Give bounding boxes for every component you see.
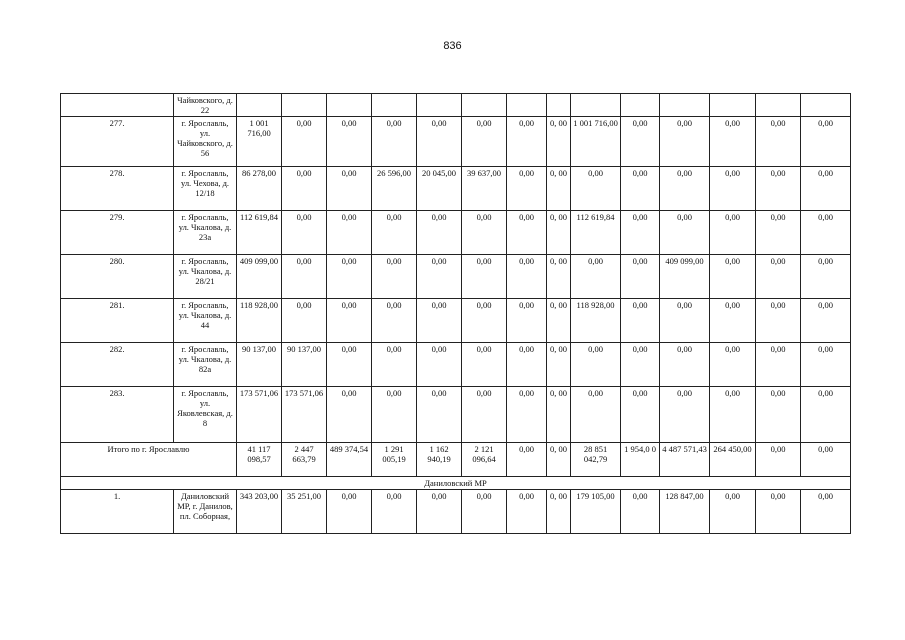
amount-cell: 0,00: [372, 490, 417, 534]
row-number: 277.: [61, 117, 174, 167]
table-cell: [282, 94, 327, 117]
amount-cell: 0,00: [621, 167, 660, 211]
amount-cell: 26 596,00: [372, 167, 417, 211]
amount-cell: 0, 00: [547, 117, 571, 167]
amount-cell: 173 571,06: [237, 387, 282, 443]
total-amount-cell: 489 374,54: [327, 443, 372, 477]
amount-cell: 0, 00: [547, 490, 571, 534]
amount-cell: 0,00: [710, 167, 756, 211]
amount-cell: 0,00: [801, 211, 851, 255]
amount-cell: 0,00: [372, 211, 417, 255]
amount-cell: 0,00: [417, 387, 462, 443]
amount-cell: 0,00: [621, 255, 660, 299]
row-number: 279.: [61, 211, 174, 255]
table-cell: [237, 94, 282, 117]
row-number: 282.: [61, 343, 174, 387]
amount-cell: 0,00: [462, 211, 507, 255]
amount-cell: 0,00: [417, 299, 462, 343]
amount-cell: 0,00: [282, 211, 327, 255]
amount-cell: 0,00: [282, 167, 327, 211]
amount-cell: 0,00: [801, 343, 851, 387]
amount-cell: 0,00: [621, 490, 660, 534]
amount-cell: 0,00: [372, 299, 417, 343]
amount-cell: 0,00: [327, 387, 372, 443]
amount-cell: 20 045,00: [417, 167, 462, 211]
amount-cell: 0,00: [372, 387, 417, 443]
total-label: Итого по г. Ярославлю: [61, 443, 237, 477]
amount-cell: 0,00: [372, 117, 417, 167]
section-row: [61, 477, 851, 490]
amount-cell: 118 928,00: [237, 299, 282, 343]
amount-cell: 0,00: [327, 117, 372, 167]
amount-cell: 0,00: [660, 167, 710, 211]
table-cell: [327, 94, 372, 117]
table-row: [61, 117, 851, 167]
amount-cell: 0,00: [282, 117, 327, 167]
amount-cell: 0,00: [507, 255, 547, 299]
amount-cell: 0,00: [710, 343, 756, 387]
amount-cell: 0,00: [621, 343, 660, 387]
amount-cell: 0,00: [710, 211, 756, 255]
amount-cell: 0,00: [621, 211, 660, 255]
amount-cell: 0,00: [756, 343, 801, 387]
amount-cell: 0,00: [710, 299, 756, 343]
total-amount-cell: 264 450,00: [710, 443, 756, 477]
amount-cell: 0,00: [462, 117, 507, 167]
amount-cell: 0,00: [801, 299, 851, 343]
total-amount-cell: 0,00: [507, 443, 547, 477]
amount-cell: 0,00: [327, 343, 372, 387]
amount-cell: 0,00: [710, 255, 756, 299]
row-number: 278.: [61, 167, 174, 211]
amount-cell: 0,00: [462, 299, 507, 343]
amount-cell: 39 637,00: [462, 167, 507, 211]
table-cell: [547, 94, 571, 117]
table-cell: [801, 94, 851, 117]
table-row: [61, 94, 851, 117]
amount-cell: 0,00: [801, 117, 851, 167]
amount-cell: 0,00: [660, 343, 710, 387]
amount-cell: 0,00: [417, 343, 462, 387]
amount-cell: 0,00: [327, 167, 372, 211]
total-amount-cell: 41 117 098,57: [237, 443, 282, 477]
amount-cell: 35 251,00: [282, 490, 327, 534]
amount-cell: 0,00: [417, 490, 462, 534]
amount-cell: 0,00: [710, 490, 756, 534]
amount-cell: 0,00: [710, 387, 756, 443]
amount-cell: 0,00: [327, 490, 372, 534]
amount-cell: 0,00: [507, 387, 547, 443]
amount-cell: 0,00: [372, 255, 417, 299]
section-title: Даниловский МР: [61, 477, 851, 490]
table-cell: [507, 94, 547, 117]
address-cell: г. Ярославль, ул. Яковлевская, д. 8: [174, 387, 237, 443]
amount-cell: 0,00: [756, 167, 801, 211]
table-cell: [417, 94, 462, 117]
amount-cell: 0,00: [462, 255, 507, 299]
amount-cell: 0,00: [327, 255, 372, 299]
amount-cell: 0,00: [372, 343, 417, 387]
amount-cell: 0,00: [507, 167, 547, 211]
amount-cell: 86 278,00: [237, 167, 282, 211]
amount-cell: 0, 00: [547, 211, 571, 255]
amount-cell: 0,00: [507, 211, 547, 255]
address-cell: г. Ярославль, ул. Чехова, д. 12/18: [174, 167, 237, 211]
address-cell: г. Ярославль, ул. Чайковского, д. 56: [174, 117, 237, 167]
amount-cell: 0,00: [756, 117, 801, 167]
amount-cell: 0, 00: [547, 255, 571, 299]
total-amount-cell: 28 851 042,79: [571, 443, 621, 477]
amount-cell: 128 847,00: [660, 490, 710, 534]
table-cell: [710, 94, 756, 117]
amount-cell: 0,00: [756, 211, 801, 255]
amount-cell: 90 137,00: [237, 343, 282, 387]
amount-cell: 409 099,00: [660, 255, 710, 299]
table-cell: [660, 94, 710, 117]
amount-cell: 0,00: [756, 490, 801, 534]
address-cell: г. Ярославль, ул. Чкалова, д. 44: [174, 299, 237, 343]
amount-cell: 0,00: [801, 255, 851, 299]
amount-cell: 0,00: [621, 299, 660, 343]
amount-cell: 0,00: [756, 299, 801, 343]
amount-cell: 118 928,00: [571, 299, 621, 343]
total-amount-cell: 1 162 940,19: [417, 443, 462, 477]
amount-cell: 0,00: [801, 387, 851, 443]
page-number: 836: [443, 40, 462, 52]
total-amount-cell: 0,00: [756, 443, 801, 477]
amount-cell: 0,00: [507, 490, 547, 534]
table-cell: [61, 94, 174, 117]
amount-cell: 0,00: [621, 117, 660, 167]
amount-cell: 0,00: [507, 117, 547, 167]
table-cell: [462, 94, 507, 117]
amount-cell: 0,00: [507, 299, 547, 343]
amount-cell: 0,00: [660, 299, 710, 343]
total-amount-cell: 0,00: [801, 443, 851, 477]
address-cell: г. Ярославль, ул. Чкалова, д. 23а: [174, 211, 237, 255]
table-row: [61, 211, 851, 255]
amount-cell: 0,00: [417, 117, 462, 167]
amount-cell: 0,00: [756, 255, 801, 299]
total-amount-cell: 2 121 096,64: [462, 443, 507, 477]
total-amount-cell: 0, 00: [547, 443, 571, 477]
table-cell: [621, 94, 660, 117]
amount-cell: 0,00: [507, 343, 547, 387]
table-row: [61, 343, 851, 387]
amount-cell: 0, 00: [547, 387, 571, 443]
table-cell: [756, 94, 801, 117]
amount-cell: 0,00: [756, 387, 801, 443]
amount-cell: 0, 00: [547, 343, 571, 387]
total-row: [61, 443, 851, 477]
amount-cell: 409 099,00: [237, 255, 282, 299]
address-cell: Даниловский МР, г. Данилов, пл. Соборная,: [174, 490, 237, 534]
table-row: [61, 167, 851, 211]
amount-cell: 0,00: [571, 387, 621, 443]
row-number: 281.: [61, 299, 174, 343]
amount-cell: 112 619,84: [237, 211, 282, 255]
address-cell: г. Ярославль, ул. Чкалова, д. 82а: [174, 343, 237, 387]
total-amount-cell: 4 487 571,43: [660, 443, 710, 477]
row-number: 280.: [61, 255, 174, 299]
amount-cell: 0,00: [801, 490, 851, 534]
amount-cell: 0,00: [327, 299, 372, 343]
table-cell: [372, 94, 417, 117]
amount-cell: 0,00: [462, 387, 507, 443]
table-row: [61, 490, 851, 534]
amount-cell: 90 137,00: [282, 343, 327, 387]
total-amount-cell: 2 447 663,79: [282, 443, 327, 477]
amount-cell: 0, 00: [547, 299, 571, 343]
total-amount-cell: 1 954,0 0: [621, 443, 660, 477]
amount-cell: 0,00: [801, 167, 851, 211]
row-number: 1.: [61, 490, 174, 534]
amount-cell: 0,00: [621, 387, 660, 443]
amount-cell: 0,00: [571, 167, 621, 211]
address-cell: Чайковского, д. 22: [174, 94, 237, 117]
table-row: [61, 387, 851, 443]
amount-cell: 0,00: [660, 117, 710, 167]
amount-cell: 1 001 716,00: [571, 117, 621, 167]
amount-cell: 0,00: [417, 255, 462, 299]
amount-cell: 0,00: [571, 255, 621, 299]
amount-cell: 0, 00: [547, 167, 571, 211]
address-cell: г. Ярославль, ул. Чкалова, д. 28/21: [174, 255, 237, 299]
amount-cell: 0,00: [327, 211, 372, 255]
table-row: [61, 255, 851, 299]
amount-cell: 0,00: [282, 255, 327, 299]
amount-cell: 0,00: [282, 299, 327, 343]
amount-cell: 112 619,84: [571, 211, 621, 255]
amount-cell: 173 571,06: [282, 387, 327, 443]
amount-cell: 0,00: [462, 490, 507, 534]
amount-cell: 1 001 716,00: [237, 117, 282, 167]
amount-cell: 0,00: [660, 211, 710, 255]
table-cell: [571, 94, 621, 117]
table-row: [61, 299, 851, 343]
row-number: 283.: [61, 387, 174, 443]
total-amount-cell: 1 291 005,19: [372, 443, 417, 477]
amount-cell: 0,00: [462, 343, 507, 387]
amount-cell: 343 203,00: [237, 490, 282, 534]
amount-cell: 179 105,00: [571, 490, 621, 534]
amount-cell: 0,00: [417, 211, 462, 255]
amount-cell: 0,00: [571, 343, 621, 387]
amount-cell: 0,00: [710, 117, 756, 167]
amount-cell: 0,00: [660, 387, 710, 443]
data-table: [60, 93, 851, 534]
